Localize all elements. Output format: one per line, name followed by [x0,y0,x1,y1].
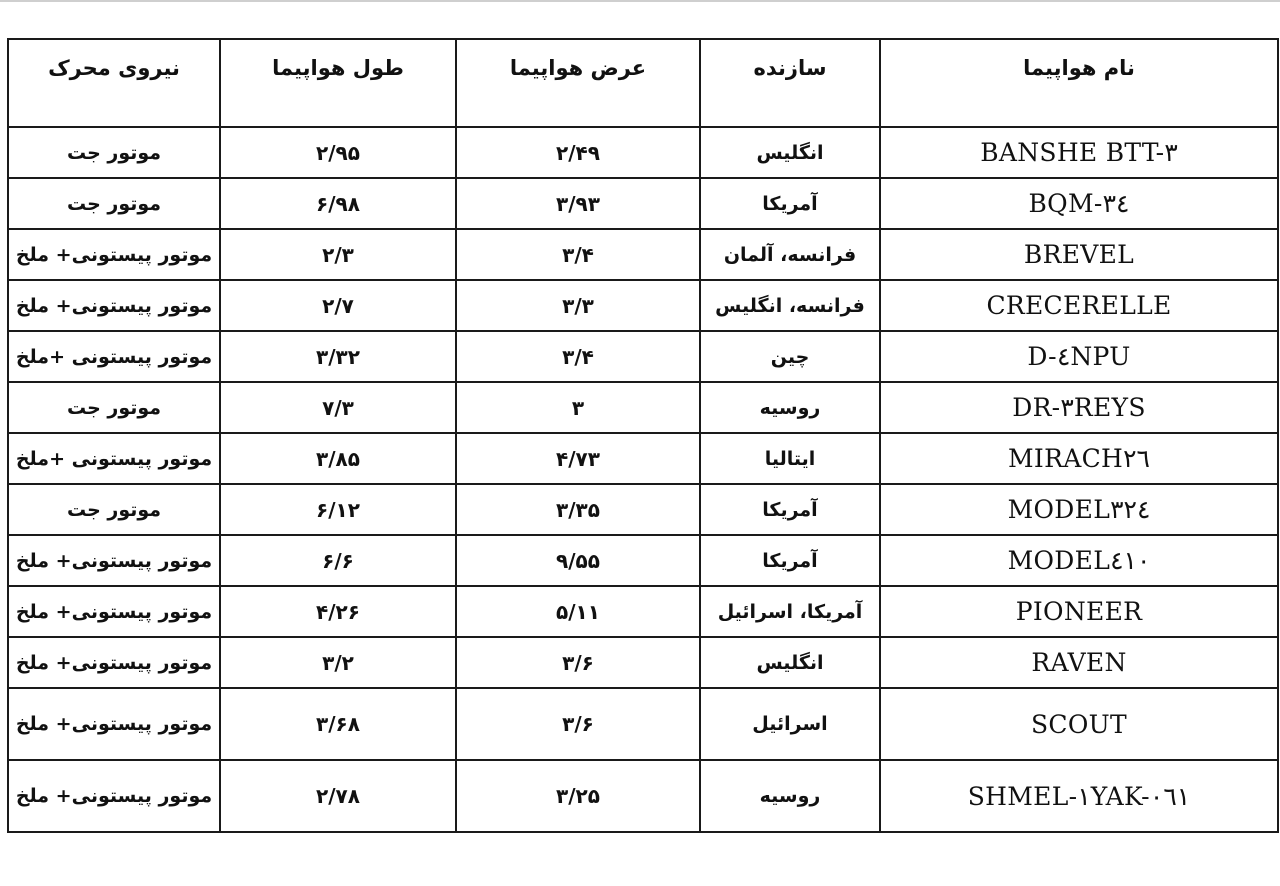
width-cell: ۳/۴ [456,331,700,382]
width-cell: ۵/۱۱ [456,586,700,637]
width-cell: ۳/۶ [456,688,700,760]
length-cell: ۴/۲۶ [220,586,456,637]
table-row [8,331,1278,382]
header-name: نام هواپیما [880,39,1278,127]
name-cell: DR-۳REYS [880,382,1278,433]
maker-cell: ایتالیا [700,433,880,484]
engine-cell: موتور جت [8,484,220,535]
aircraft-table-wrapper [7,38,1277,833]
page-top-edge [0,0,1280,2]
width-cell: ۳/۳۵ [456,484,700,535]
header-engine: نیروی محرک [8,39,220,127]
length-cell: ۳/۳۲ [220,331,456,382]
maker-cell: فرانسه، آلمان [700,229,880,280]
length-cell: ۳/۲ [220,637,456,688]
maker-cell: چین [700,331,880,382]
length-cell: ۶/۶ [220,535,456,586]
length-cell: ۶/۹۸ [220,178,456,229]
maker-cell: آمریکا [700,535,880,586]
name-cell: MIRACH۲٦ [880,433,1278,484]
width-cell: ۹/۵۵ [456,535,700,586]
engine-cell: موتور پیستونی+ ملخ [8,688,220,760]
length-cell: ۳/۸۵ [220,433,456,484]
width-cell: ۲/۴۹ [456,127,700,178]
width-cell: ۳ [456,382,700,433]
engine-cell: موتور جت [8,382,220,433]
engine-cell: موتور جت [8,178,220,229]
name-cell: SCOUT [880,688,1278,760]
header-maker: سازنده [700,39,880,127]
table-row [8,433,1278,484]
table-row [8,382,1278,433]
width-cell: ۴/۷۳ [456,433,700,484]
table-row [8,178,1278,229]
engine-cell: موتور پیستونی+ ملخ [8,760,220,832]
engine-cell: موتور پیستونی+ ملخ [8,280,220,331]
engine-cell: موتور جت [8,127,220,178]
table-row [8,760,1278,832]
maker-cell: روسیه [700,382,880,433]
table-header-row [8,39,1278,127]
table-row [8,280,1278,331]
engine-cell: موتور پیستونی+ ملخ [8,535,220,586]
maker-cell: آمریکا [700,178,880,229]
maker-cell: اسرائیل [700,688,880,760]
maker-cell: روسیه [700,760,880,832]
name-cell: CRECERELLE [880,280,1278,331]
table-row [8,535,1278,586]
maker-cell: فرانسه، انگلیس [700,280,880,331]
maker-cell: انگلیس [700,127,880,178]
name-cell: PIONEER [880,586,1278,637]
name-cell: MODEL٤۱۰ [880,535,1278,586]
length-cell: ۲/۷۸ [220,760,456,832]
width-cell: ۳/۲۵ [456,760,700,832]
length-cell: ۷/۳ [220,382,456,433]
engine-cell: موتور پیستونی+ ملخ [8,586,220,637]
aircraft-table [7,38,1279,833]
name-cell: BREVEL [880,229,1278,280]
width-cell: ۳/۴ [456,229,700,280]
table-row [8,688,1278,760]
width-cell: ۳/۶ [456,637,700,688]
table-row [8,586,1278,637]
engine-cell: موتور پیستونی +ملخ [8,433,220,484]
name-cell: BANSHE BTT-۳ [880,127,1278,178]
maker-cell: انگلیس [700,637,880,688]
engine-cell: موتور پیستونی+ ملخ [8,637,220,688]
length-cell: ۲/۷ [220,280,456,331]
width-cell: ۳/۳ [456,280,700,331]
maker-cell: آمریکا [700,484,880,535]
length-cell: ۲/۳ [220,229,456,280]
header-length: طول هواپیما [220,39,456,127]
maker-cell: آمریکا، اسرائیل [700,586,880,637]
table-row [8,229,1278,280]
header-width: عرض هواپیما [456,39,700,127]
table-row [8,637,1278,688]
engine-cell: موتور پیستونی+ ملخ [8,229,220,280]
length-cell: ۲/۹۵ [220,127,456,178]
width-cell: ۳/۹۳ [456,178,700,229]
length-cell: ۳/۶۸ [220,688,456,760]
name-cell: BQM-۳٤ [880,178,1278,229]
name-cell: MODEL۳۲٤ [880,484,1278,535]
table-row [8,484,1278,535]
length-cell: ۶/۱۲ [220,484,456,535]
name-cell: SHMEL-۱YAK-۰٦۱ [880,760,1278,832]
name-cell: D-٤NPU [880,331,1278,382]
engine-cell: موتور پیستونی +ملخ [8,331,220,382]
name-cell: RAVEN [880,637,1278,688]
table-row [8,127,1278,178]
